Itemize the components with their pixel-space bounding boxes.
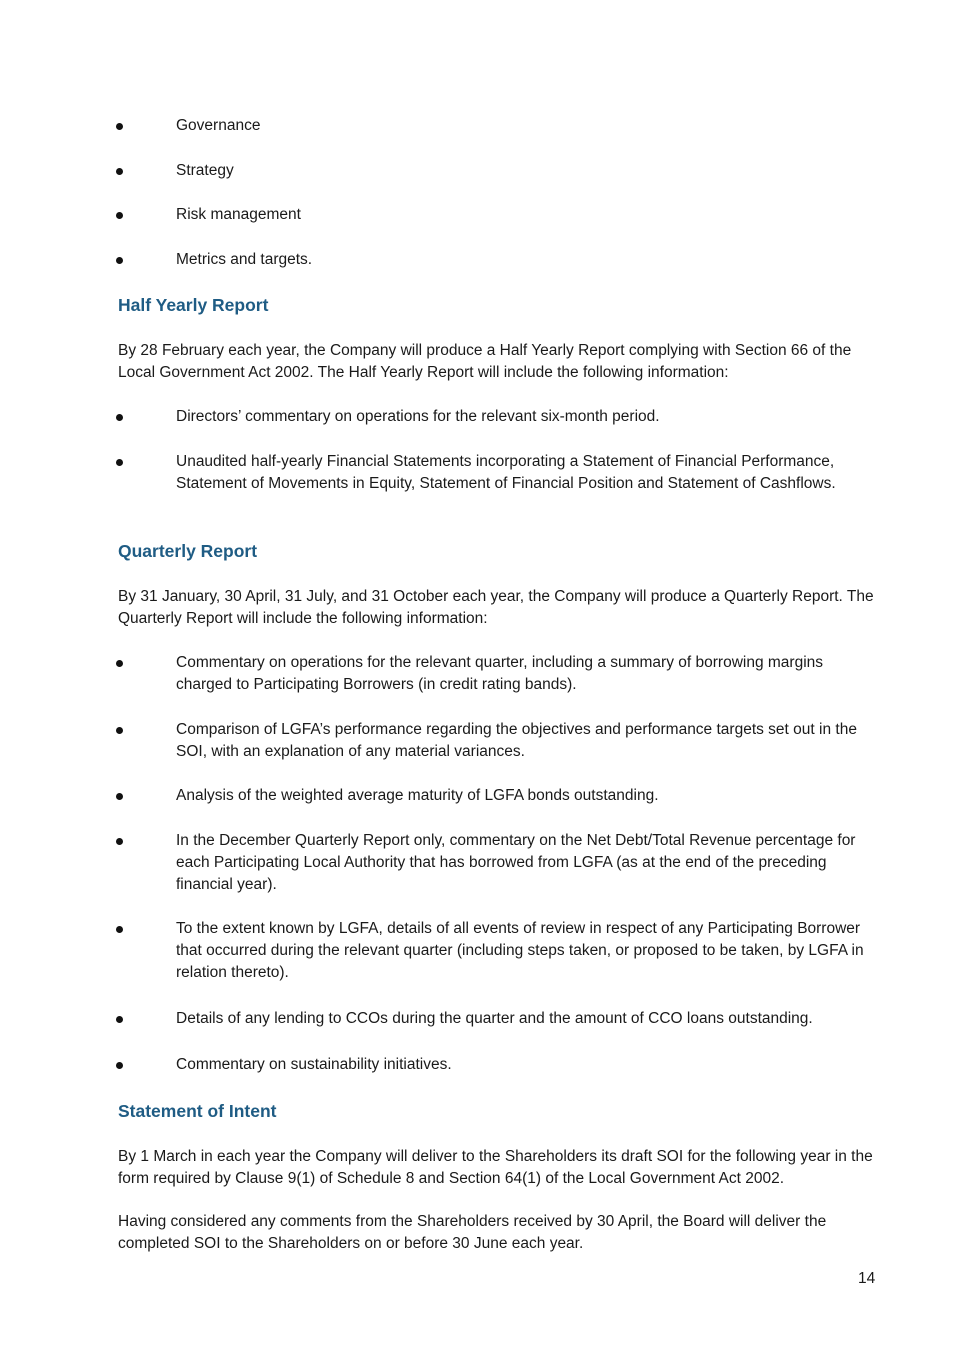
bullet-icon [116, 652, 126, 674]
bullet-icon [116, 719, 126, 741]
bullet-icon [116, 830, 126, 852]
bullet-icon [116, 204, 126, 226]
list-item-text: Comparison of LGFA’s performance regarding the objectives and performance targets set out in the SOI, with an explanation of any material variances. [176, 721, 857, 760]
list-item-text: Details of any lending to CCOs during the quarter and the amount of CCO loans outstanding. [176, 1010, 813, 1027]
bullet-icon [116, 115, 126, 137]
bullet-icon [116, 160, 126, 182]
list-item-text: Commentary on sustainability initiatives. [176, 1056, 452, 1073]
list-item-text: Governance [176, 117, 261, 134]
list-item-text: Metrics and targets. [176, 251, 313, 268]
list-item-text: Unaudited half-yearly Financial Statements incorporating a Statement of Financial Performance, Statement of Movements in Equity, Statement of Financial Position and Statement of Cashflows. [176, 453, 836, 492]
bullet-icon [116, 249, 126, 271]
list-item-text: Analysis of the weighted average maturity of LGFA bonds outstanding. [176, 787, 659, 804]
list-item-text: Commentary on operations for the relevant quarter, including a summary of borrowing margins charged to Participating Borrowers (in credit rating bands). [176, 654, 824, 693]
bullet-icon [116, 785, 126, 807]
half-yearly-intro: By 28 February each year, the Company will produce a Half Yearly Report complying with Section 66 of the Local Government Act 2002. The Half Yearly Report will include the following information: [118, 342, 852, 381]
list-item-text: In the December Quarterly Report only, commentary on the Net Debt/Total Revenue percentage for each Participating Local Authority that has borrowed from LGFA (as at the end of the preceding financial year). [176, 832, 856, 893]
section-heading-soi: Statement of Intent [118, 1101, 277, 1121]
list-item-text: Risk management [176, 206, 301, 223]
soi-paragraph: By 1 March in each year the Company will deliver to the Shareholders its draft SOI for the following year in the form required by Clause 9(1) of Schedule 8 and Section 64(1) of the Local Government Act 2002. [118, 1148, 873, 1187]
bullet-icon [116, 918, 126, 940]
soi-paragraph: Having considered any comments from the Shareholders received by 30 April, the Board will deliver the completed SOI to the Shareholders on or before 30 June each year. [118, 1213, 827, 1252]
bullet-icon [116, 451, 126, 473]
page-number: 14 [858, 1270, 876, 1287]
section-heading-half-yearly: Half Yearly Report [118, 295, 269, 315]
bullet-icon [116, 406, 126, 428]
list-item-text: Strategy [176, 162, 234, 179]
bullet-icon [116, 1054, 126, 1076]
section-heading-quarterly: Quarterly Report [118, 541, 258, 561]
list-item-text: Directors’ commentary on operations for the relevant six-month period. [176, 408, 660, 425]
list-item-text: To the extent known by LGFA, details of all events of review in respect of any Participating Borrower that occurred during the relevant quarter (including steps taken, or proposed to be taken, by LGFA in relation thereto). [176, 920, 864, 981]
quarterly-intro: By 31 January, 30 April, 31 July, and 31 October each year, the Company will produce a Quarterly Report. The Quarterly Report will include the following information: [118, 588, 874, 627]
bullet-icon [116, 1008, 126, 1030]
